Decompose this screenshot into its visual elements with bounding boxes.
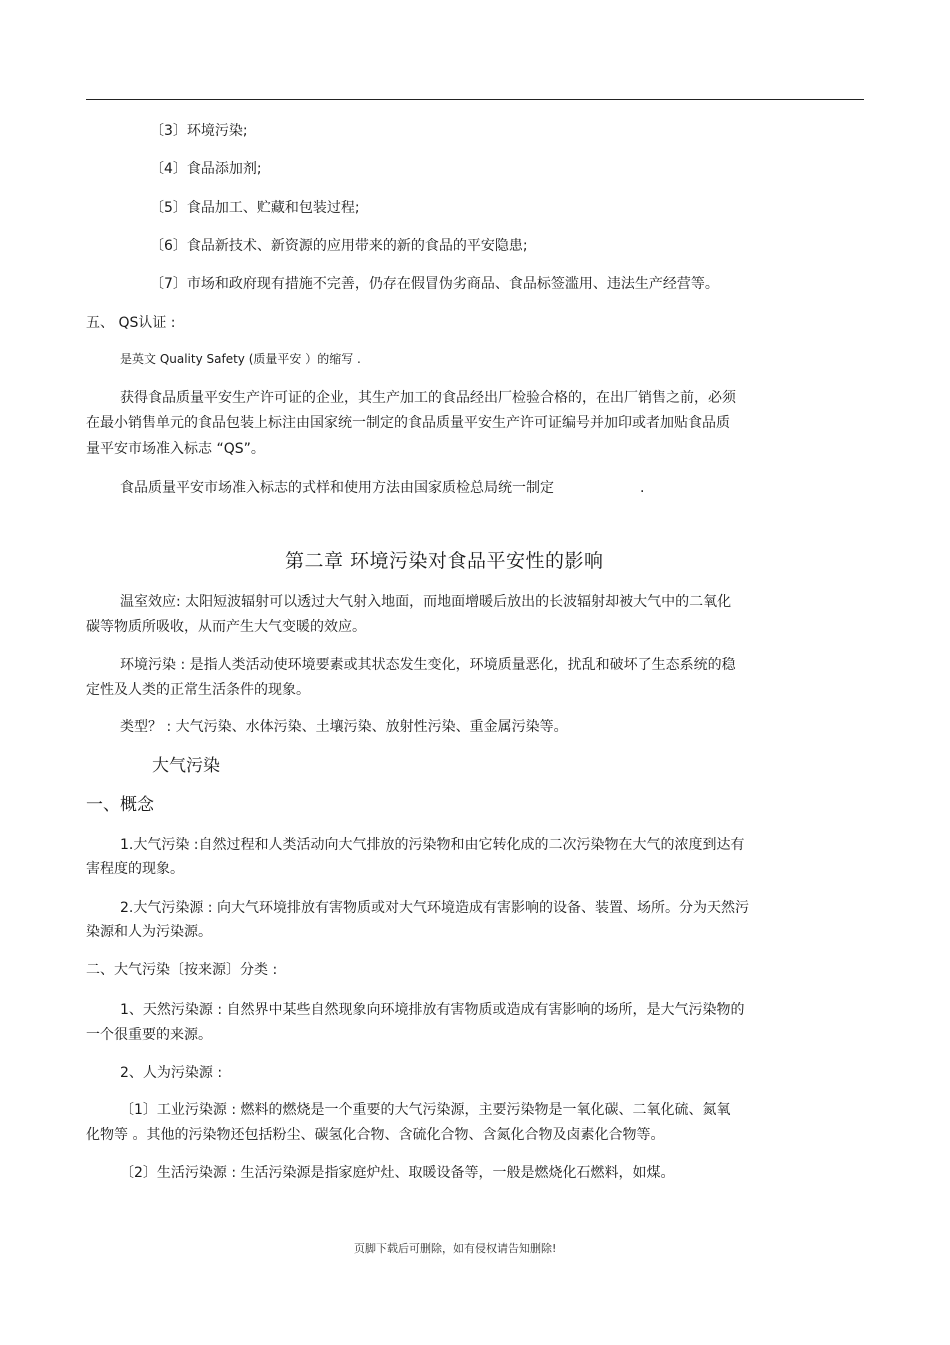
qs-heading: 五、 QS认证 : (86, 315, 176, 331)
chapter-title: 第二章 环境污染对食品平安性的影响 (285, 550, 604, 572)
list-item-3: 〔3〕环境污染; (150, 123, 248, 139)
classification-heading: 二、大气污染〔按来源〕分类 : (86, 962, 278, 978)
concept-item-2-line-1: 2.大气污染源 : 向大气环境排放有害物质或对大气环境造成有害影响的设备、装置、场所。分为天然污 (120, 900, 749, 916)
natural-source-line-1: 1、天然污染源 : 自然界中某些自然现象向环境排放有害物质或造成有害影响的场所，是大气污染物的 (120, 1002, 745, 1018)
pollution-line-1: 环境污染 : 是指人类活动使环境要素或其状态发生变化，环境质量恶化，扰乱和破坏了生态系统的稳 (120, 657, 736, 673)
qs-mark-paragraph-end: . (640, 480, 645, 496)
greenhouse-line-1: 温室效应: 太阳短波辐射可以透过大气射入地面，而地面增暖后放出的长波辐射却被大气中的二氧化 (120, 594, 732, 610)
concept-item-2-line-2: 染源和人为污染源。 (86, 924, 212, 940)
qs-paragraph-line-3: 量平安市场准入标志 “QS”。 (86, 441, 265, 457)
human-source-heading: 2、人为污染源 : (120, 1065, 223, 1081)
qs-abbreviation: 是英文 Quality Safety (质量平安 ）的缩写 . (120, 352, 361, 366)
greenhouse-line-2: 碳等物质所吸收，从而产生大气变暖的效应。 (86, 619, 366, 635)
page-footer: 页脚下载后可删除，如有侵权请告知删除! (354, 1242, 557, 1255)
qs-mark-paragraph: 食品质量平安市场准入标志的式样和使用方法由国家质检总局统一制定 (120, 480, 554, 496)
domestic-source: 〔2〕生活污染源 : 生活污染源是指家庭炉灶、取暖设备等，一般是燃烧化石燃料，如煤。 (120, 1165, 675, 1181)
qs-paragraph-line-2: 在最小销售单元的食品包装上标注由国家统一制定的食品质量平安生产许可证编号并加印或者加贴食品质 (86, 415, 730, 431)
qs-paragraph-line-1: 获得食品质量平安生产许可证的企业，其生产加工的食品经出厂检验合格的，在出厂销售之前，必须 (120, 390, 736, 406)
list-item-6: 〔6〕食品新技术、新资源的应用带来的新的食品的平安隐患; (150, 238, 528, 254)
header-rule (86, 99, 864, 100)
industrial-source-line-2: 化物等 。其他的污染物还包括粉尘、碳氢化合物、含硫化合物、含氮化合物及卤素化合物等。 (86, 1127, 665, 1143)
pollution-line-2: 定性及人类的正常生活条件的现象。 (86, 682, 310, 698)
industrial-source-line-1: 〔1〕工业污染源 : 燃料的燃烧是一个重要的大气污染源，主要污染物是一氧化碳、二氧化硫、氮氧 (120, 1102, 731, 1118)
concept-heading: 一、概念 (86, 795, 154, 815)
natural-source-line-2: 一个很重要的来源。 (86, 1027, 212, 1043)
section-air-pollution: 大气污染 (152, 756, 220, 776)
concept-item-1-line-1: 1.大气污染 :自然过程和人类活动向大气排放的污染物和由它转化成的二次污染物在大气的浓度到达有 (120, 837, 745, 853)
pollution-types: 类型？ : 大气污染、水体污染、土壤污染、放射性污染、重金属污染等。 (120, 719, 568, 735)
list-item-7: 〔7〕市场和政府现有措施不完善，仍存在假冒伪劣商品、食品标签滥用、违法生产经营等。 (150, 276, 719, 292)
list-item-5: 〔5〕食品加工、贮藏和包装过程; (150, 200, 360, 216)
list-item-4: 〔4〕食品添加剂; (150, 161, 262, 177)
concept-item-1-line-2: 害程度的现象。 (86, 861, 184, 877)
